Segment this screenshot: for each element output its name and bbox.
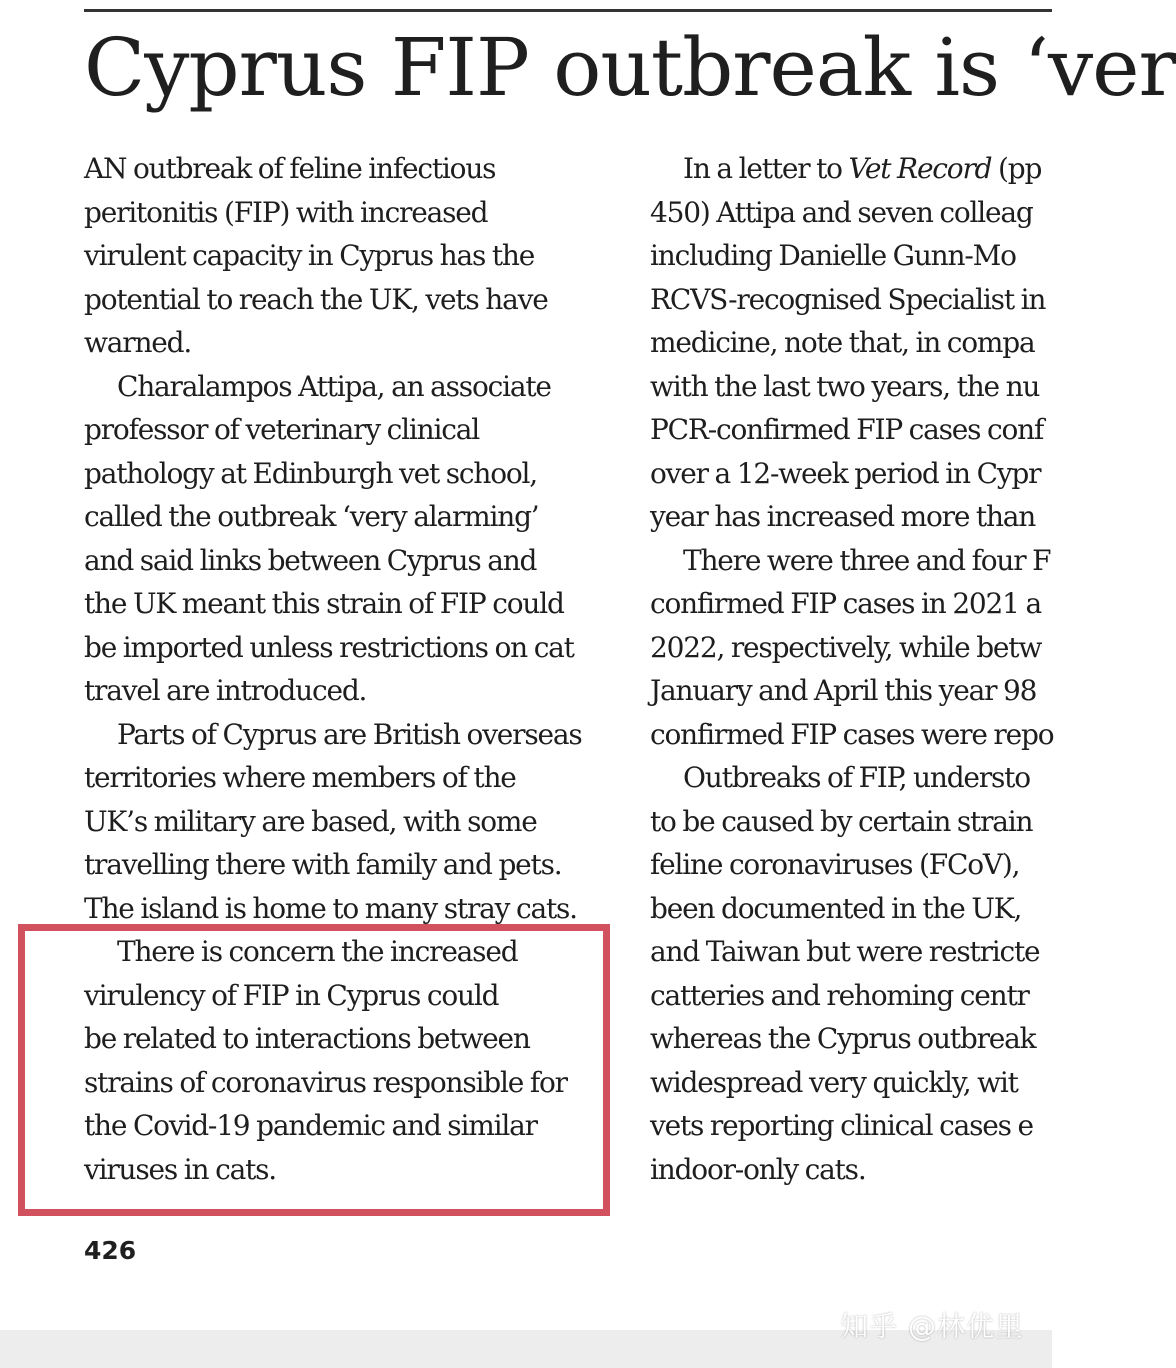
left-column-line: virulency of FIP in Cyprus could: [84, 978, 499, 1012]
right-column-line: feline coronaviruses (FCoV),: [650, 848, 1020, 881]
left-column-line: peritonitis (FIP) with increased: [84, 195, 488, 229]
right-column-line: including Danielle Gunn-Mo: [650, 239, 1016, 272]
right-column-line: confirmed FIP cases were repo: [650, 717, 1054, 751]
left-column-line: strains of coronavirus responsible for: [84, 1065, 567, 1099]
left-column-line: pathology at Edinburgh vet school,: [84, 456, 538, 490]
right-column: [650, 147, 1052, 1191]
left-column-line: Charalampos Attipa, an associate: [117, 369, 551, 403]
right-column-line: catteries and rehoming centr: [650, 978, 1029, 1012]
left-column-line: viruses in cats.: [84, 1152, 276, 1186]
right-column-line: confirmed FIP cases in 2021 a: [650, 587, 1041, 620]
top-rule: [84, 9, 1052, 12]
left-column-line: UK’s military are based, with some: [84, 804, 537, 838]
left-column-line: travelling there with family and pets.: [84, 848, 562, 881]
left-column-line: AN outbreak of feline infectious: [84, 152, 496, 185]
left-column-line: travel are introduced.: [84, 674, 367, 707]
right-column-line: medicine, note that, in compa: [650, 326, 1035, 359]
watermark: 知乎 @林优里: [840, 1310, 1024, 1343]
right-column-line: year has increased more than: [650, 500, 1036, 533]
page-number: 426: [84, 1236, 137, 1265]
right-column-first-line: [650, 147, 1052, 191]
journal-name: Vet Record: [848, 152, 992, 185]
left-column-line: virulent capacity in Cyprus has the: [84, 239, 535, 272]
left-column-line: territories where members of the: [84, 761, 516, 794]
right-column-line: Outbreaks of FIP, understo: [683, 761, 1030, 794]
left-column-line: There is concern the increased: [117, 935, 518, 968]
right-column-line: PCR-confirmed FIP cases conf: [650, 413, 1044, 446]
right-column-line: with the last two years, the nu: [650, 369, 1040, 403]
left-column-line: called the outbreak ‘very alarming’: [84, 500, 539, 533]
right-column-line: 2022, respectively, while betw: [650, 630, 1042, 664]
left-column-line: professor of veterinary clinical: [84, 413, 479, 446]
first-line-prefix: In a letter to: [683, 152, 849, 185]
right-column-line: widespread very quickly, wit: [650, 1065, 1018, 1099]
left-column-line: and said links between Cyprus and: [84, 543, 537, 577]
right-column-line: vets reporting clinical cases e: [650, 1109, 1033, 1142]
right-column-line: indoor-only cats.: [650, 1152, 866, 1186]
right-column-line: to be caused by certain strain: [650, 804, 1033, 838]
left-column-line: The island is home to many stray cats.: [84, 891, 577, 925]
right-column-line: over a 12-week period in Cypr: [650, 456, 1041, 490]
right-column-line: and Taiwan but were restricte: [650, 935, 1040, 968]
left-column-line: the UK meant this strain of FIP could: [84, 587, 564, 620]
left-column-line: be imported unless restrictions on cat: [84, 630, 574, 664]
highlight-box: [18, 924, 610, 1216]
left-column-line: Parts of Cyprus are British overseas: [117, 717, 582, 751]
left-column-line: warned.: [84, 326, 192, 359]
left-column-line: potential to reach the UK, vets have: [84, 282, 548, 316]
right-column-line: 450) Attipa and seven colleag: [650, 195, 1033, 229]
headline: Cyprus FIP outbreak is ‘ver: [84, 21, 1176, 114]
left-column-line: be related to interactions between: [84, 1022, 530, 1055]
right-column-line: been documented in the UK,: [650, 891, 1022, 925]
right-column-line: whereas the Cyprus outbreak: [650, 1022, 1036, 1055]
right-column-line: January and April this year 98: [650, 674, 1037, 707]
right-column-line: There were three and four F: [683, 543, 1051, 577]
right-column-line: RCVS-recognised Specialist in: [650, 282, 1046, 316]
left-column-line: the Covid-19 pandemic and similar: [84, 1109, 537, 1142]
first-line-suffix: (pp: [991, 152, 1042, 185]
